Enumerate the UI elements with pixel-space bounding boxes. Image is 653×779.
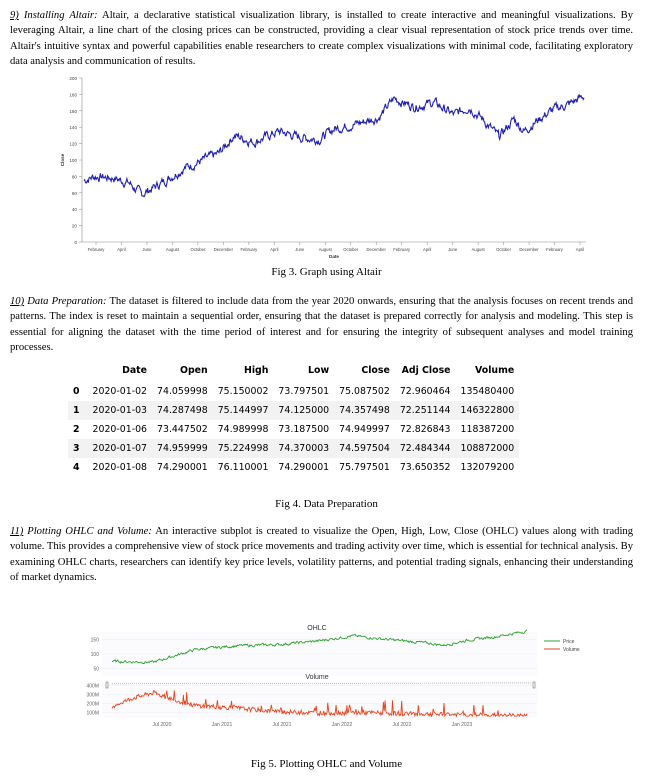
table-cell: 74.597504: [334, 439, 395, 458]
y-tick-label: 100: [90, 652, 99, 658]
table-cell: 74.059998: [157, 386, 208, 397]
y-tick-label: 40: [71, 207, 77, 213]
y-tick-label: 200M: [86, 701, 99, 708]
y-tick-label: 80: [71, 174, 77, 180]
section-number: 9): [10, 10, 19, 21]
y-tick-label: 100: [69, 158, 77, 163]
table-cell: 108872000: [456, 439, 520, 458]
section-number: 11): [10, 526, 24, 537]
table-cell: 72.484344: [395, 439, 456, 458]
y-axis-label: Close: [60, 153, 65, 167]
row-index: 3: [68, 439, 88, 458]
table-cell: 74.125000: [273, 401, 334, 420]
y-tick-label: 20: [71, 223, 77, 229]
column-header: High: [243, 365, 269, 376]
x-tick-label: June: [295, 247, 305, 252]
section-10-paragraph: [10, 294, 633, 356]
x-tick-label: Jul 2022: [392, 722, 412, 728]
x-tick-label: August: [471, 247, 485, 252]
x-tick-label: October: [496, 247, 512, 252]
volume-subplot-title: Volume: [305, 674, 329, 681]
column-header: Low: [308, 365, 330, 376]
table-cell: 2020-01-02: [92, 386, 148, 397]
column-header: Volume: [475, 365, 515, 376]
table-row: [68, 458, 519, 477]
row-index: 2: [73, 424, 80, 435]
table-cell: 2020-01-08: [92, 462, 148, 473]
y-tick-label: 160: [69, 108, 77, 114]
y-tick-label: 60: [71, 190, 77, 196]
legend-label: Volume: [563, 647, 580, 653]
section-text: The dataset is filtered to include data from the year 2020 onwards, ensuring that the analysis focuses on recent trends and patterns. The index is reset to maintain a sequential order, ensuring that the dataset is prepared correctly for analysis and modeling. This step is essential for aligning the dataset with the time period of interest and for ensuring the integrity of subsequent analyses and model training processes.: [10, 296, 633, 354]
x-tick-label: February: [546, 247, 563, 252]
table-cell: 75.224998: [213, 439, 274, 458]
section-number: 10): [10, 296, 25, 307]
legend-label: Price: [563, 639, 575, 645]
chart-legend: [544, 639, 580, 653]
table-row: [68, 420, 519, 439]
x-tick-label: Jan 2023: [451, 722, 473, 728]
section-9-paragraph: [10, 8, 633, 70]
table-cell: 74.370003: [273, 439, 334, 458]
table-row: [68, 382, 519, 401]
y-tick-label: 400M: [86, 683, 99, 690]
table-cell: 73.650352: [399, 462, 451, 473]
dataframe-table: [68, 363, 519, 477]
table-cell: 73.187500: [278, 424, 330, 435]
x-tick-label: April: [270, 247, 279, 252]
x-tick-label: August: [165, 247, 179, 252]
table-header-row: [68, 363, 519, 382]
table-cell: 73.797501: [278, 386, 330, 397]
y-tick-label: 50: [93, 666, 99, 673]
x-tick-label: October: [343, 247, 359, 252]
table-cell: 72.251144: [395, 401, 456, 420]
figure-5-caption: Fig 5. Plotting OHLC and Volume: [250, 758, 403, 770]
close-price-line: [84, 95, 584, 196]
x-tick-label: June: [448, 247, 458, 252]
column-header: Close: [361, 365, 390, 376]
x-tick-label: April: [575, 247, 585, 252]
column-header: Adj Close: [401, 365, 451, 376]
x-axis-label: Date: [329, 254, 339, 259]
section-heading: Installing Altair:: [23, 10, 98, 21]
x-tick-label: October: [190, 247, 206, 252]
table-cell: 132079200: [460, 462, 515, 473]
table-cell: 75.144997: [213, 401, 274, 420]
y-tick-label: 120: [69, 141, 77, 147]
table-cell: 75.150002: [217, 386, 269, 397]
table-cell: 72.960464: [399, 386, 451, 397]
y-tick-label: 300M: [86, 692, 99, 699]
x-tick-label: Jan 2022: [331, 722, 353, 728]
row-index: 1: [68, 401, 88, 420]
x-tick-label: April: [422, 247, 432, 252]
table-row: [68, 401, 519, 420]
section-heading: Data Preparation:: [27, 296, 107, 307]
row-index: 0: [73, 386, 80, 397]
altair-close-chart: [56, 74, 596, 264]
table-cell: 74.959999: [152, 439, 213, 458]
y-tick-label: 200: [69, 76, 77, 81]
x-tick-label: December: [213, 247, 234, 252]
table-row: [68, 439, 519, 458]
x-tick-label: Jan 2021: [211, 722, 233, 728]
table-cell: 2020-01-03: [88, 401, 152, 420]
table-cell: 72.826843: [399, 424, 451, 435]
section-text: Altair, a declarative statistical visualization library, is installed to create interactive and meaningful visualizations. By leveraging Altair, a line chart of the closing prices can be constructed, providing a clear visual representation of stock price trends over time. Altair's intuitive syntax and powerful capabilities enable researchers to create complex visualizations with minimal code, facilitating exploratory data analysis and communication of results.: [10, 10, 633, 68]
figure-4-caption: Fig 4. Data Preparation: [275, 498, 378, 510]
section-heading: Plotting OHLC and Volume:: [27, 526, 152, 537]
column-header: Open: [180, 365, 208, 376]
y-tick-label: 180: [69, 92, 77, 98]
table-cell: 73.447502: [157, 424, 208, 435]
ohlc-subplot-title: OHLC: [307, 625, 327, 632]
column-header: [68, 363, 88, 382]
table-cell: 118387200: [460, 424, 515, 435]
table-cell: 146322800: [456, 401, 520, 420]
ohlc-volume-chart: [82, 620, 592, 735]
x-tick-label: December: [366, 247, 386, 252]
x-tick-label: August: [318, 247, 332, 252]
table-cell: 2020-01-07: [88, 439, 152, 458]
table-cell: 75.797501: [339, 462, 390, 473]
table-cell: 74.290001: [157, 462, 208, 473]
x-tick-label: February: [240, 247, 258, 252]
y-tick-label: 150: [90, 637, 99, 644]
y-tick-label: 140: [69, 125, 77, 131]
section-text: An interactive subplot is created to visualize the Open, High, Low, Close (OHLC) values along with trading volume. This provides a comprehensive view of stock price movements and trading activity over time, which is essential for technical analysis. By examining OHLC charts, researchers can identify key price levels, volatility patterns, and potential trading signals, enhancing their understanding of market dynamics.: [10, 526, 633, 584]
figure-3-caption: Fig 3. Graph using Altair: [271, 266, 382, 278]
x-tick-label: February: [87, 247, 105, 252]
table-cell: 74.287498: [152, 401, 213, 420]
table-cell: 74.290001: [278, 462, 330, 473]
table-cell: 76.110001: [217, 462, 269, 473]
table-cell: 74.989998: [217, 424, 269, 435]
table-cell: 135480400: [460, 386, 515, 397]
table-cell: 74.949997: [339, 424, 390, 435]
x-tick-label: Jul 2021: [272, 722, 292, 728]
section-11-paragraph: [10, 524, 633, 586]
table-cell: 2020-01-06: [92, 424, 148, 435]
x-tick-label: December: [519, 247, 539, 252]
table-cell: 75.087502: [339, 386, 390, 397]
table-cell: 74.357498: [334, 401, 395, 420]
x-tick-label: Jul 2020: [152, 722, 172, 728]
y-tick-label: 0: [74, 240, 77, 245]
column-header: Date: [122, 365, 148, 376]
x-tick-label: April: [117, 247, 126, 252]
x-tick-label: February: [393, 247, 411, 252]
x-tick-label: June: [142, 247, 152, 252]
y-tick-label: 100M: [86, 710, 99, 717]
row-index: 4: [73, 462, 80, 473]
